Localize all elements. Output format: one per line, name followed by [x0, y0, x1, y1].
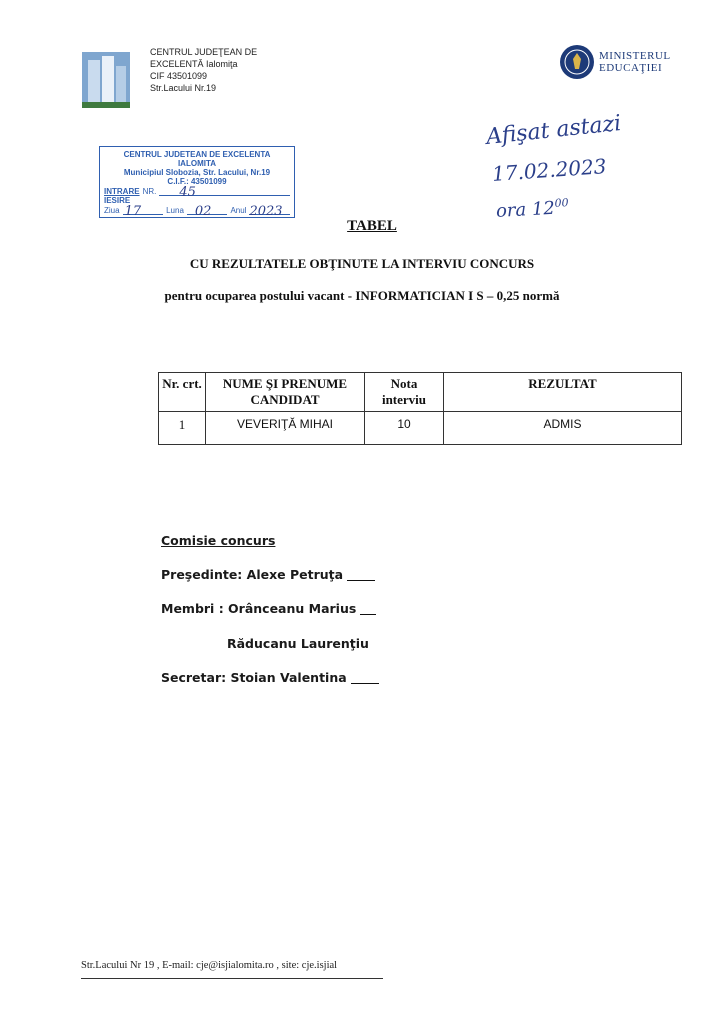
- ministry-name: [599, 50, 671, 74]
- stamp-number-row: [104, 185, 290, 200]
- stamp-luna-label: Luna: [166, 206, 184, 215]
- committee-president-text: Preşedinte: Alexe Petruţa: [161, 567, 344, 582]
- stamp-line: C.I.F.: 43501099: [167, 177, 227, 186]
- institution-cif: CIF 43501099: [150, 71, 208, 81]
- stamp-line: CENTRUL JUDETEAN DE EXCELENTA: [123, 150, 271, 159]
- signature-line: [347, 580, 375, 581]
- column-header-grade: Nota interviu: [365, 373, 444, 412]
- column-header-name: NUME ŞI PRENUME CANDIDAT: [206, 373, 365, 412]
- institution-name-line: CENTRUL JUDEŢEAN DE: [150, 47, 258, 57]
- stamp-anul-value: 2023: [249, 204, 283, 219]
- institution-address: [150, 46, 257, 94]
- stamp-ziua-value: 17: [124, 204, 142, 219]
- footer-divider: [81, 978, 383, 979]
- footer-contact: Str.Lacului Nr 19 , E-mail: cje@isjialomita.ro , site: cje.isjial: [81, 960, 338, 971]
- cell-grade: 10: [365, 412, 444, 445]
- registration-stamp: [99, 146, 295, 218]
- institution-name-line: EXCELENTĂ Ialomiţa: [150, 59, 238, 69]
- signature-line: [351, 683, 379, 684]
- stamp-luna-value: 02: [194, 204, 212, 219]
- stamp-line: Municipiul Slobozia, Str. Lacului, Nr.19: [123, 168, 271, 177]
- committee-president: [161, 567, 375, 582]
- cell-candidate-name: VEVERIŢĂ MIHAI: [206, 412, 365, 445]
- table-header-row: [159, 373, 682, 412]
- column-header-result: REZULTAT: [444, 373, 682, 412]
- results-table: [158, 372, 682, 445]
- document-title: TABEL: [347, 218, 397, 234]
- column-header-nr: Nr. crt.: [159, 373, 206, 412]
- stamp-line: IALOMITA: [177, 159, 217, 168]
- institution-street: Str.Lacului Nr.19: [150, 83, 217, 93]
- committee-secretary: [161, 670, 379, 685]
- committee-secretary-text: Secretar: Stoian Valentina: [161, 670, 347, 685]
- institution-logo: [80, 46, 132, 112]
- handwritten-time-sup: 00: [554, 196, 569, 210]
- stamp-nr-label: NR.: [142, 187, 157, 196]
- signature-line: [360, 614, 376, 615]
- ministry-name-line: MINISTERUL: [599, 50, 671, 62]
- stamp-anul-label: Anul: [230, 206, 247, 215]
- table-row: [159, 412, 682, 445]
- cell-result: ADMIS: [444, 412, 682, 445]
- stamp-ziua-label: Ziua: [104, 206, 120, 215]
- handwritten-date: 17.02.2023: [491, 154, 608, 186]
- committee-member-1-text: Membri : Orânceanu Marius: [161, 601, 357, 616]
- stamp-nr-value: 45: [179, 185, 196, 200]
- committee-member-2: Răducanu Laurenţiu: [227, 636, 369, 651]
- committee-members: [161, 601, 376, 616]
- position-name: INFORMATICIAN I S – 0,25 normă: [355, 288, 560, 303]
- stamp-iesire-label: IESIRE: [104, 196, 131, 205]
- ministry-name-line: EDUCAŢIEI: [599, 62, 663, 74]
- stamp-date-row: [104, 204, 290, 219]
- document-subtitle: CU REZULTATELE OBŢINUTE LA INTERVIU CONCURS: [189, 256, 535, 271]
- ministry-crest-icon: [559, 44, 595, 80]
- handwritten-posted-note: Afişat astazi: [485, 110, 623, 151]
- handwritten-time-base: ora 12: [495, 197, 556, 222]
- stamp-intrare-label: INTRARE: [104, 187, 140, 196]
- position-description: [0, 288, 724, 304]
- cell-nr: 1: [159, 412, 206, 445]
- committee-heading: Comisie concurs: [161, 533, 276, 548]
- position-prefix: pentru ocuparea postului vacant -: [164, 288, 356, 303]
